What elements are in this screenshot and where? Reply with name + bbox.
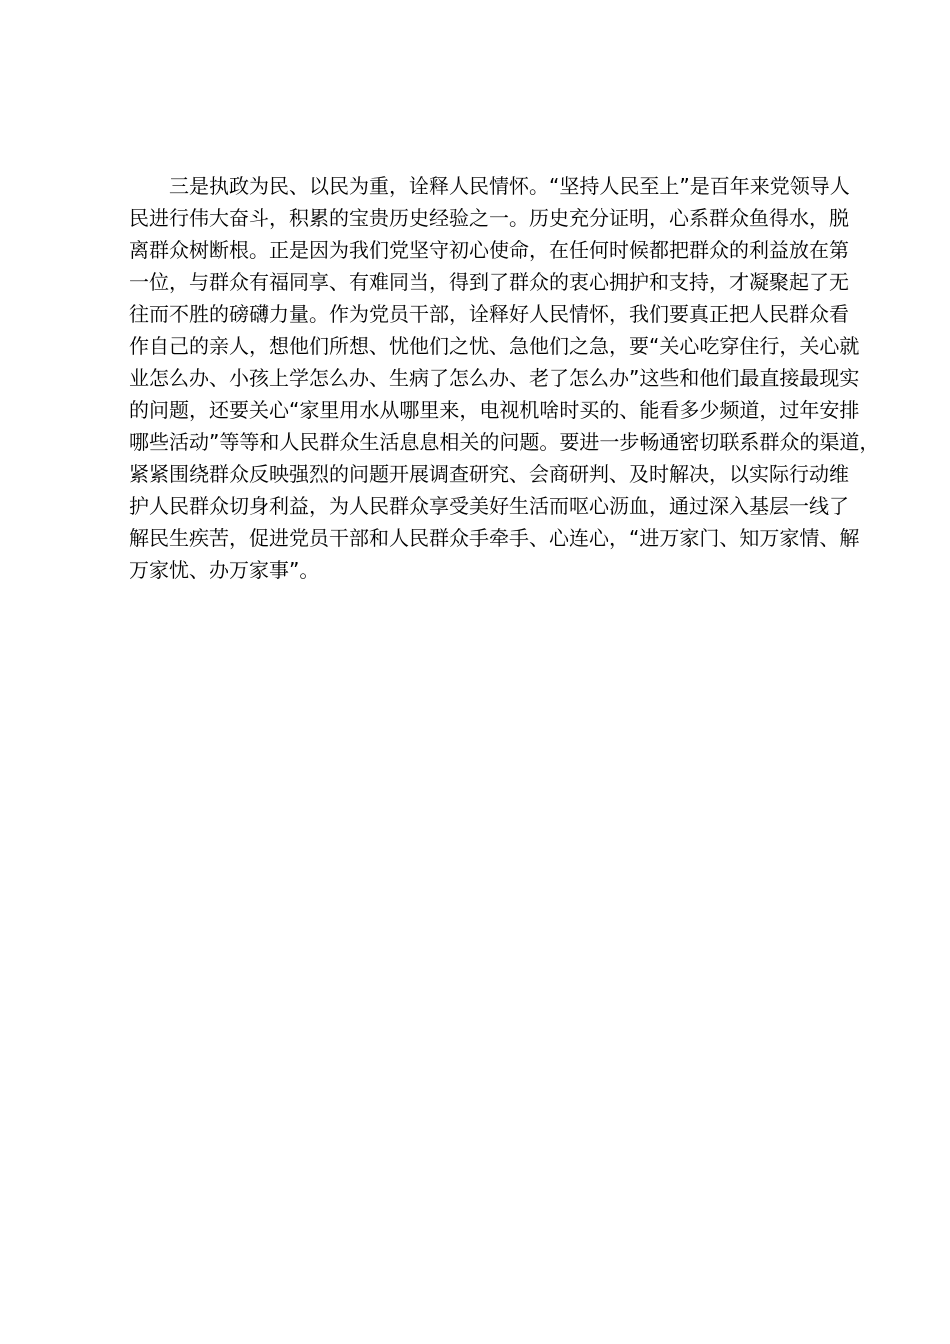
paragraph-line: 民进行伟大奋斗，积累的宝贵历史经验之一。历史充分证明，心系群众鱼得水，脱 [129, 206, 849, 230]
paragraph-line: 三是执政为民、以民为重，诠释人民情怀。“坚持人民至上”是百年来党领导人 [169, 174, 850, 198]
paragraph-line: 万家忧、办万家事”。 [129, 558, 320, 582]
paragraph-line: 往而不胜的磅礴力量。作为党员干部，诠释好人民情怀，我们要真正把人民群众看 [129, 302, 849, 326]
paragraph-line: 哪些活动”等等和人民群众生活息息相关的问题。要进一步畅通密切联系群众的渠道， [129, 430, 880, 454]
body-paragraph [129, 170, 880, 586]
paragraph-line: 作自己的亲人，想他们所想、忧他们之忧、急他们之急，要“关心吃穿住行，关心就 [129, 334, 860, 358]
paragraph-line: 一位，与群众有福同享、有难同当，得到了群众的衷心拥护和支持，才凝聚起了无 [129, 270, 849, 294]
paragraph-line: 紧紧围绕群众反映强烈的问题开展调查研究、会商研判、及时解决，以实际行动维 [129, 462, 849, 486]
paragraph-line: 的问题，还要关心“家里用水从哪里来，电视机啥时买的、能看多少频道，过年安排 [129, 398, 860, 422]
paragraph-line: 离群众树断根。正是因为我们党坚守初心使命，在任何时候都把群众的利益放在第 [129, 238, 849, 262]
paragraph-line: 业怎么办、小孩上学怎么办、生病了怎么办、老了怎么办”这些和他们最直接最现实 [129, 366, 860, 390]
paragraph-line: 解民生疾苦，促进党员干部和人民群众手牵手、心连心，“进万家门、知万家情、解 [129, 526, 860, 550]
paragraph-line: 护人民群众切身利益，为人民群众享受美好生活而呕心沥血，通过深入基层一线了 [129, 494, 849, 518]
